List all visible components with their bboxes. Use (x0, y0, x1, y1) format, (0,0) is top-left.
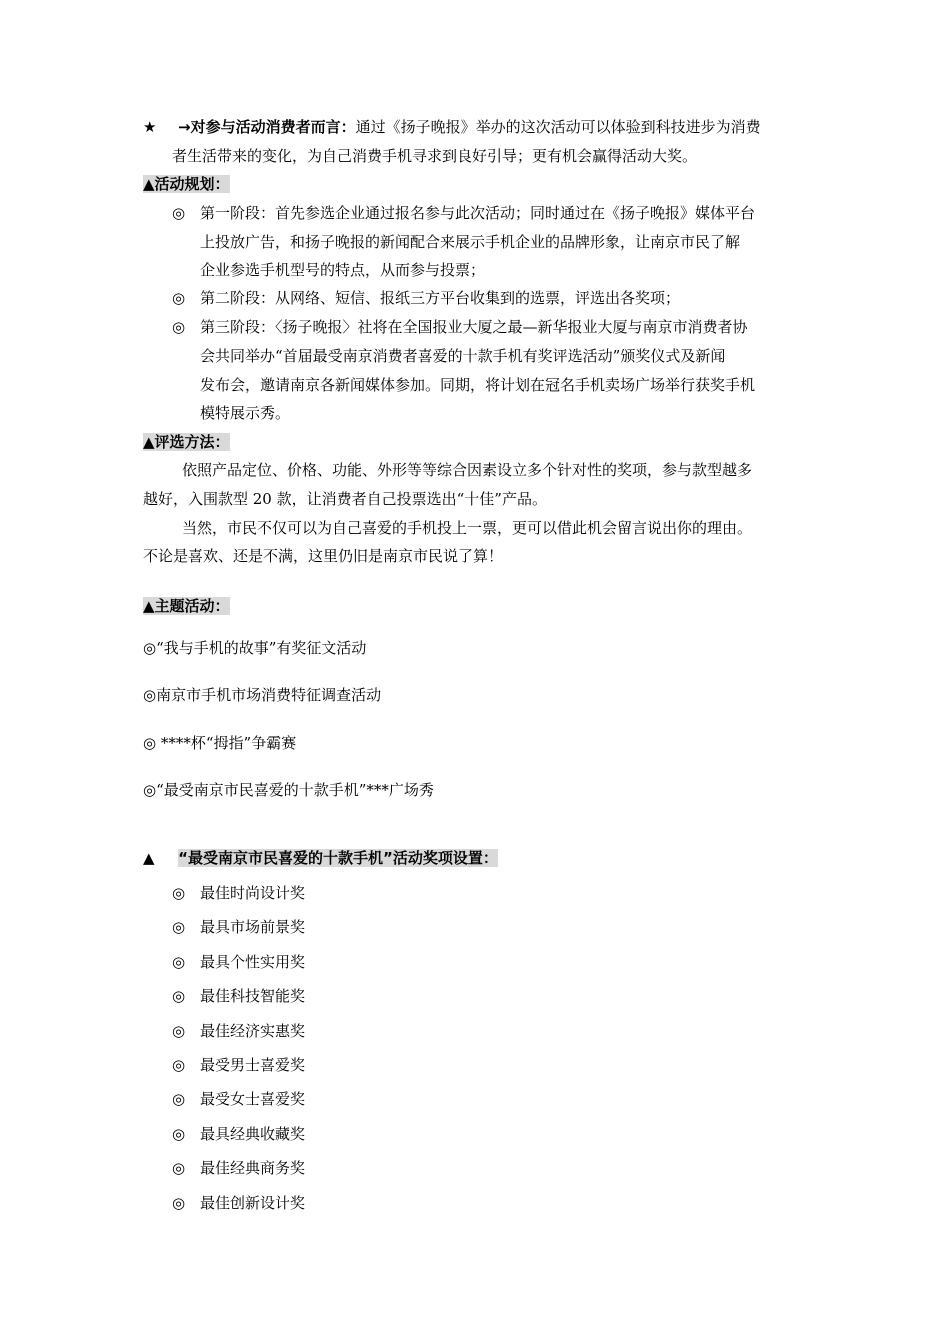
plan-stage-2: ◎ 第二阶段：从网络、短信、报纸三方平台收集到的选票，评选出各奖项； (172, 289, 681, 307)
awards-heading-row (143, 848, 498, 868)
triangle-icon: ▲ (143, 849, 155, 867)
star-icon: ★ (143, 118, 157, 136)
bullet-icon: ◎ (172, 204, 186, 222)
plan-heading: ▲活动规划： (143, 175, 230, 193)
method-p2-line-1: 当然，市民不仅可以为自己喜爱的手机投上一票，更可以借此机会留言说出你的理由。 (182, 519, 753, 537)
award-item: ◎ 最佳科技智能奖 (172, 987, 306, 1005)
bullet-icon: ◎ (172, 987, 186, 1005)
award-item: ◎ 最具经典收藏奖 (172, 1125, 306, 1143)
bullet-icon: ◎ (172, 1056, 186, 1074)
themes-heading: ▲主题活动： (143, 597, 230, 615)
bullet-icon: ◎ (172, 1194, 186, 1212)
plan-stage-1-line-3: 企业参选手机型号的特点，从而参与投票； (200, 261, 486, 279)
bullet-icon: ◎ (172, 1022, 186, 1040)
method-p1-line-2: 越好，入围款型 20 款，让消费者自己投票选出“十佳”产品。 (143, 490, 547, 508)
plan-stage-3-line-4: 模特展示秀。 (200, 404, 291, 422)
award-item: ◎ 最佳经典商务奖 (172, 1159, 306, 1177)
plan-stage-3: ◎ 第三阶段：〈扬子晚报〉社将在全国报业大厦之最—新华报业大厦与南京市消费者协 (172, 318, 748, 336)
bullet-icon: ◎ (172, 1159, 186, 1177)
award-item: ◎ 最佳创新设计奖 (172, 1194, 306, 1212)
bullet-icon: ◎ (172, 953, 186, 971)
award-item: ◎ 最佳时尚设计奖 (172, 884, 306, 902)
theme-item: ◎ ****杯“拇指”争霸赛 (143, 734, 297, 752)
theme-item: ◎“我与手机的故事”有奖征文活动 (143, 639, 367, 657)
plan-stage-1-line-2: 上投放广告，和扬子晚报的新闻配合来展示手机企业的品牌形象，让南京市民了解 (200, 233, 741, 251)
awards-heading: “最受南京市民喜爱的十款手机”活动奖项设置： (178, 849, 498, 867)
method-heading: ▲评选方法： (143, 433, 230, 451)
bullet-icon: ◎ (172, 884, 186, 902)
award-item: ◎ 最受女士喜爱奖 (172, 1090, 306, 1108)
award-item: ◎ 最具个性实用奖 (172, 953, 306, 971)
arrow-icon: → (178, 118, 191, 136)
bullet-icon: ◎ (172, 318, 186, 336)
plan-stage-3-line-2: 会共同举办“首届最受南京消费者喜爱的十款手机有奖评选活动”颁奖仪式及新闻 (200, 347, 726, 365)
intro-text-1: 通过《扬子晚报》举办的这次活动可以体验到科技进步为消费 (355, 118, 761, 136)
bullet-icon: ◎ (172, 1090, 186, 1108)
bullet-icon: ◎ (172, 289, 186, 307)
theme-item: ◎南京市手机市场消费特征调查活动 (143, 686, 382, 704)
plan-stage-3-line-3: 发布会，邀请南京各新闻媒体参加。同期，将计划在冠名手机卖场广场举行获奖手机 (200, 376, 756, 394)
intro-line-2: 者生活带来的变化，为自己消费手机寻求到良好引导；更有机会赢得活动大奖。 (172, 147, 698, 165)
method-p1-line-1: 依照产品定位、价格、功能、外形等等综合因素设立多个针对性的奖项，参与款型越多 (182, 461, 753, 479)
theme-item: ◎“最受南京市民喜爱的十款手机”***广场秀 (143, 781, 434, 799)
award-item: ◎ 最受男士喜爱奖 (172, 1056, 306, 1074)
award-item: ◎ 最佳经济实惠奖 (172, 1022, 306, 1040)
bullet-icon: ◎ (172, 918, 186, 936)
method-p2-line-2: 不论是喜欢、还是不满，这里仍旧是南京市民说了算！ (143, 547, 504, 565)
bullet-icon: ◎ (172, 1125, 186, 1143)
plan-stage-1: ◎ 第一阶段：首先参选企业通过报名参与此次活动；同时通过在《扬子晚报》媒体平台 (172, 204, 756, 222)
intro-line-1 (143, 117, 761, 137)
intro-label: 对参与活动消费者而言： (190, 118, 356, 136)
award-item: ◎ 最具市场前景奖 (172, 918, 306, 936)
